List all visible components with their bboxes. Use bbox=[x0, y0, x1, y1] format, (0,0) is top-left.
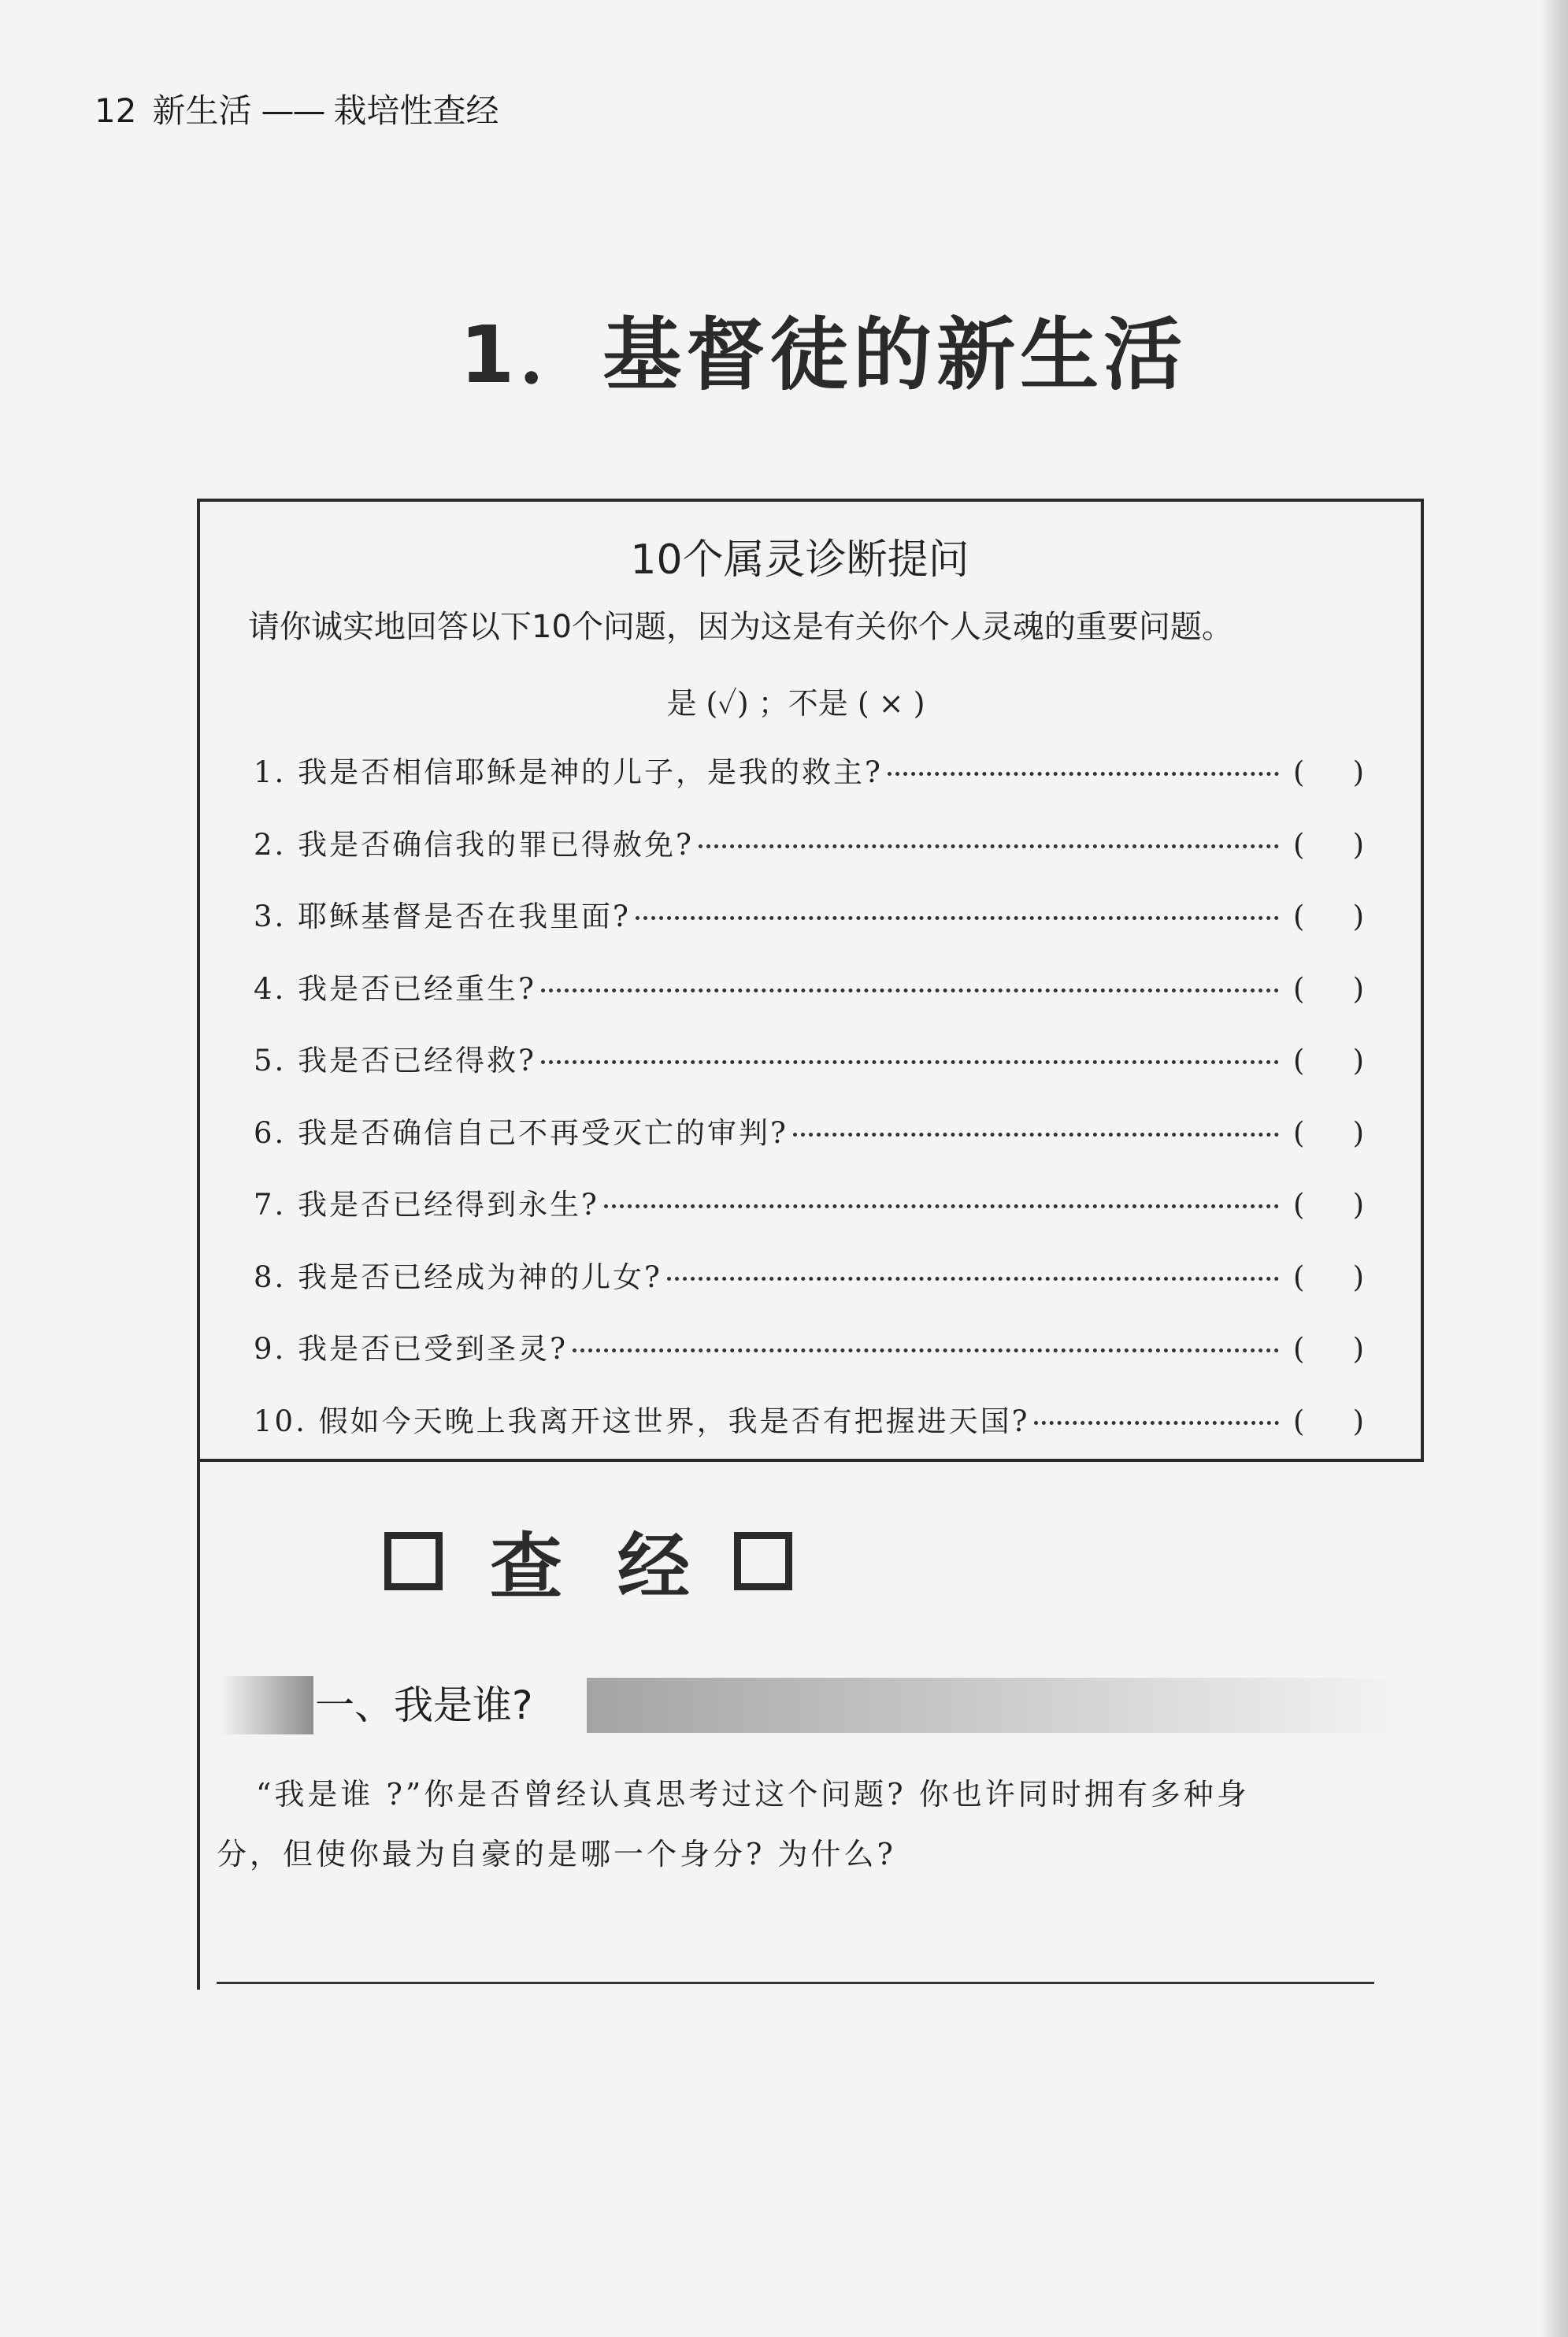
dot-leader bbox=[888, 772, 1279, 776]
running-head bbox=[95, 85, 499, 132]
question-text: 5. 我是否已经得救? bbox=[254, 1044, 536, 1078]
heading-char-1: 查 bbox=[490, 1525, 563, 1609]
question-item bbox=[254, 965, 1364, 1037]
answer-blank[interactable]: ( ) bbox=[1293, 1332, 1364, 1366]
diagnosis-title: 10个属灵诊断提问 bbox=[630, 536, 969, 584]
dot-leader bbox=[541, 989, 1279, 992]
book-title: 新生活 bbox=[152, 91, 252, 130]
dot-leader bbox=[667, 1277, 1279, 1281]
square-icon bbox=[734, 1532, 792, 1590]
section-paragraph bbox=[217, 1764, 1414, 1884]
question-item bbox=[254, 1037, 1364, 1109]
question-text: 6. 我是否确信自己不再受灭亡的审判? bbox=[254, 1115, 788, 1150]
square-icon bbox=[384, 1532, 443, 1590]
dot-leader bbox=[1034, 1421, 1279, 1425]
section-title: 一、我是谁? bbox=[315, 1682, 533, 1728]
question-text: 10. 假如今天晚上我离开这世界，我是否有把握进天国? bbox=[254, 1404, 1030, 1438]
question-item bbox=[254, 1181, 1364, 1253]
question-text: 7. 我是否已经得到永生? bbox=[254, 1188, 599, 1222]
dot-leader bbox=[699, 844, 1279, 848]
heading-char-2: 经 bbox=[617, 1525, 691, 1609]
question-text: 3. 耶稣基督是否在我里面? bbox=[254, 900, 631, 933]
bible-study-heading bbox=[384, 1522, 792, 1609]
left-margin-rule bbox=[197, 1462, 200, 1990]
question-item bbox=[254, 1397, 1364, 1470]
page-number: 12 bbox=[95, 91, 137, 130]
question-text: 8. 我是否已经成为神的儿女? bbox=[254, 1259, 662, 1294]
answer-blank[interactable]: ( ) bbox=[1293, 1404, 1364, 1438]
question-item bbox=[254, 892, 1364, 965]
answer-blank[interactable]: ( ) bbox=[1293, 900, 1364, 933]
dot-leader bbox=[636, 916, 1279, 920]
section-band-left bbox=[221, 1676, 313, 1734]
question-text: 2. 我是否确信我的罪已得赦免? bbox=[254, 827, 694, 862]
diagnosis-instruction: 请你诚实地回答以下10个问题，因为这是有关你个人灵魂的重要问题。 bbox=[248, 609, 1233, 645]
question-item bbox=[254, 821, 1364, 893]
question-item bbox=[254, 748, 1364, 821]
question-item bbox=[254, 1109, 1364, 1181]
answer-blank[interactable]: ( ) bbox=[1293, 1044, 1364, 1078]
answer-blank[interactable]: ( ) bbox=[1293, 827, 1364, 862]
question-item bbox=[254, 1253, 1364, 1326]
dot-leader bbox=[573, 1348, 1279, 1352]
question-text: 9. 我是否已受到圣灵? bbox=[254, 1332, 568, 1366]
question-list bbox=[254, 748, 1364, 1469]
chapter-title: 1．基督徒的新生活 bbox=[459, 309, 1188, 401]
paragraph-line: 分，但使你最为自豪的是哪一个身分? 为什么? bbox=[217, 1837, 896, 1871]
answer-blank[interactable]: ( ) bbox=[1293, 1115, 1364, 1150]
paragraph-line: “我是谁 ?”你是否曾经认真思考过这个问题? 你也许同时拥有多种身 bbox=[256, 1777, 1250, 1812]
title-dash: —— bbox=[261, 91, 324, 130]
answer-blank[interactable]: ( ) bbox=[1293, 1259, 1364, 1294]
dot-leader bbox=[604, 1204, 1279, 1208]
question-text: 1. 我是否相信耶稣是神的儿子，是我的救主? bbox=[254, 755, 883, 789]
question-text: 4. 我是否已经重生? bbox=[254, 971, 536, 1006]
answer-legend: 是 (✓) ；不是 ( × ) bbox=[666, 686, 925, 721]
book-subtitle: 栽培性查经 bbox=[333, 91, 499, 130]
answer-blank[interactable]: ( ) bbox=[1293, 1188, 1364, 1222]
answer-blank[interactable]: ( ) bbox=[1293, 971, 1364, 1006]
answer-blank[interactable]: ( ) bbox=[1293, 755, 1364, 789]
dot-leader bbox=[793, 1133, 1279, 1137]
section-band-right bbox=[587, 1678, 1411, 1733]
dot-leader bbox=[541, 1060, 1279, 1064]
question-item bbox=[254, 1325, 1364, 1397]
answer-line[interactable] bbox=[217, 1982, 1374, 1984]
